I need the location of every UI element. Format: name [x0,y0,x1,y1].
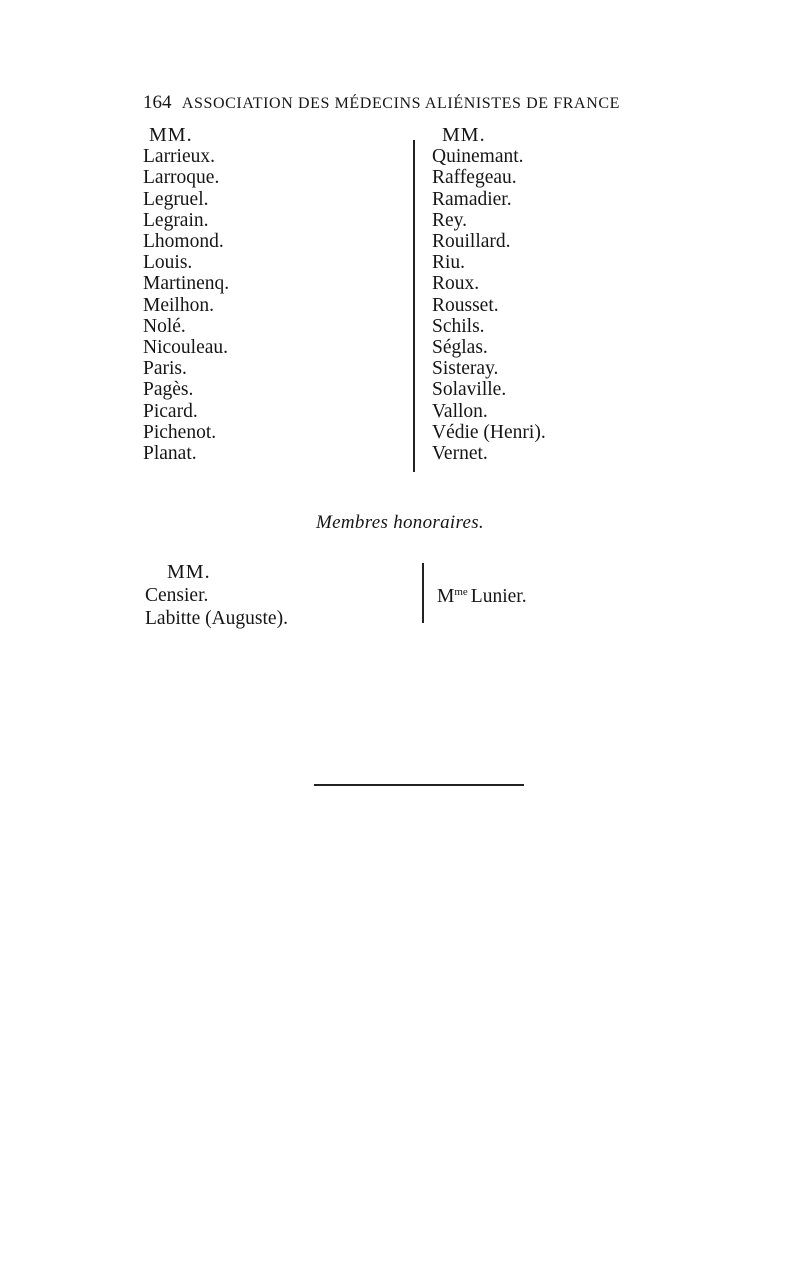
column-divider [413,140,415,472]
column-heading: MM. [149,124,193,146]
member-name: Meilhon. [143,294,214,316]
title-prefix: M [437,586,455,607]
member-name: Louis. [143,252,193,274]
member-name: Sisteray. [432,358,499,380]
member-name: Séglas. [432,337,488,359]
member-name: Legrain. [143,209,209,231]
member-surname: Lunier. [470,586,527,607]
member-name: Pichenot. [143,421,217,443]
member-name: Védie (Henri). [432,421,546,443]
closing-rule [314,784,524,786]
member-name: Rouillard. [432,231,511,253]
section-title-honorary: Membres honoraires. [316,512,484,533]
column-divider [422,563,424,623]
member-name: Quinemant. [432,146,524,168]
member-name: Labitte (Auguste). [145,608,288,629]
member-name: Planat. [143,443,197,465]
member-name: Lhomond. [143,231,224,253]
member-name: Legruel. [143,188,209,210]
title-superscript: me [454,586,468,598]
member-name: Raffegeau. [432,167,517,189]
member-name: Censier. [145,585,209,606]
members-column-right [432,125,546,464]
member-name: Ramadier. [432,188,512,210]
running-title: ASSOCIATION DES MÉDECINS ALIÉNISTES DE FRANCE [181,95,620,112]
member-name: Solaville. [432,379,507,401]
member-name: Picard. [143,400,198,422]
member-name: Pagès. [143,379,194,401]
member-name: Rey. [432,209,468,231]
member-name: Rousset. [432,294,499,316]
member-name: Vallon. [432,400,488,422]
running-header [143,92,663,114]
member-name [437,582,527,607]
member-name: Roux. [432,273,480,295]
member-name: Vernet. [432,443,488,465]
member-name: Martinenq. [143,273,230,295]
member-name: Schils. [432,315,485,337]
member-name: Nolé. [143,315,186,337]
column-heading: MM. [167,561,211,583]
member-name: Riu. [432,252,466,274]
member-name: Larroque. [143,167,220,189]
honorary-column-right [437,582,527,607]
column-heading: MM. [442,124,486,146]
member-name: Nicouleau. [143,337,229,359]
page-number: 164 [143,92,172,113]
members-column-left [143,125,229,464]
member-name: Larrieux. [143,146,216,168]
honorary-column-left [145,561,288,630]
member-name: Paris. [143,358,187,380]
